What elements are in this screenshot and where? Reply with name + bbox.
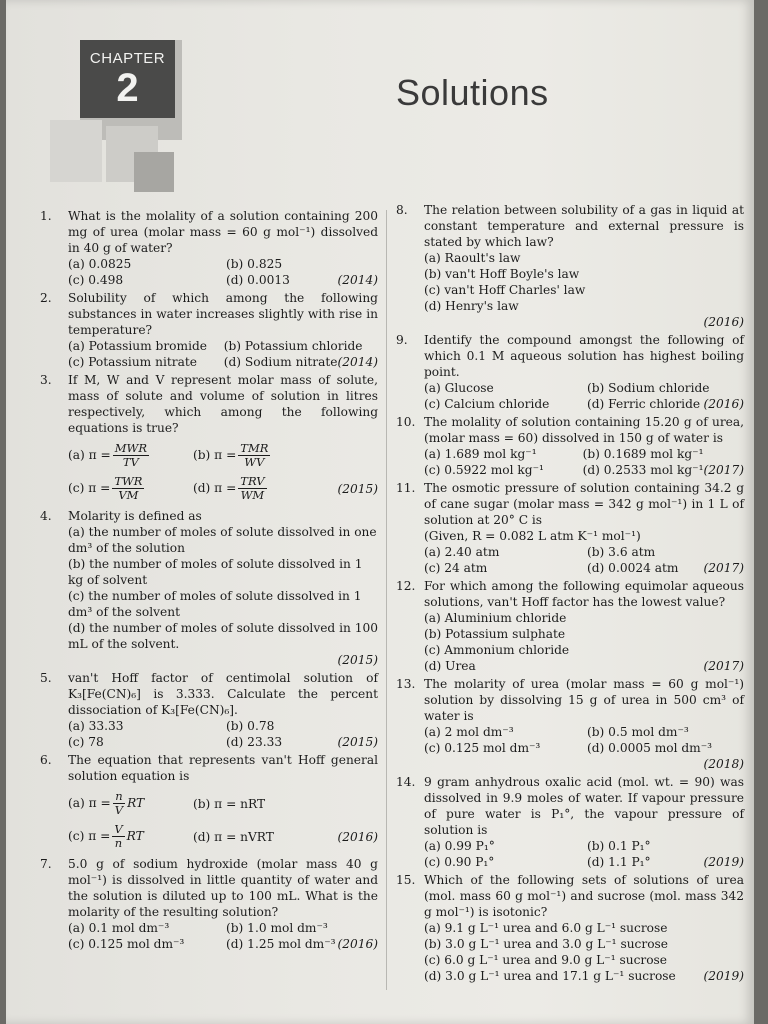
question-11	[392, 480, 744, 576]
option: (c) 0.5922 mol kg⁻¹	[424, 463, 544, 477]
question-text: Solubility of which among the following substances in water increases slightly with rise in temperature?	[68, 291, 378, 337]
option: (c) 6.0 g L⁻¹ urea and 9.0 g L⁻¹ sucrose	[424, 953, 668, 967]
question-12	[392, 578, 744, 674]
option: (c) π =	[68, 481, 111, 495]
question-text: 5.0 g of sodium hydroxide (molar mass 40 g mol⁻¹) is dissolved in little quantity of water and the solution is diluted up to 100 mL. What is the molarity of the resulting solution?	[68, 857, 378, 919]
option: (b) 3.0 g L⁻¹ urea and 3.0 g L⁻¹ sucrose	[424, 937, 668, 951]
question-1	[36, 208, 378, 288]
question-8	[392, 202, 744, 330]
question-number: 7.	[40, 857, 52, 871]
option: (d) 3.0 g L⁻¹ urea and 17.1 g L⁻¹ sucrose	[424, 969, 676, 983]
option: (c) π =	[68, 829, 111, 843]
question-4	[36, 508, 378, 668]
fraction: $\frac{\text{TMR}}{WV}$	[240, 441, 269, 469]
option: (a) Raoult's law	[424, 251, 521, 265]
option: (a) 0.99 P₁°	[424, 839, 495, 853]
question-number: 11.	[396, 481, 416, 495]
decorative-square	[134, 152, 174, 192]
question-10	[392, 414, 744, 478]
question-text: The molarity of urea (molar mass = 60 g mol⁻¹) solution by dissolving 15 g of urea in 500 cm³ of water is	[424, 677, 744, 723]
option: (a) π =	[68, 796, 111, 810]
option: (a) 2.40 atm	[424, 545, 500, 559]
option: (b) π =	[193, 448, 237, 462]
option: (a) 2 mol dm⁻³	[424, 725, 514, 739]
option: (a) 9.1 g L⁻¹ urea and 6.0 g L⁻¹ sucrose	[424, 921, 668, 935]
option: (c) 24 atm	[424, 561, 488, 575]
page-title: Solutions	[396, 72, 549, 113]
chapter-number: 2	[116, 66, 139, 110]
option: (a) Potassium bromide	[68, 339, 207, 353]
chapter-label: CHAPTER	[89, 50, 166, 67]
option: (d) 0.2533 mol kg⁻¹	[582, 463, 704, 477]
question-3	[36, 372, 378, 502]
question-text: Identify the compound amongst the following of which 0.1 M aqueous solution has highest boiling point.	[424, 333, 744, 379]
option: (a) π =	[68, 448, 111, 462]
year-tag: (2016)	[703, 315, 744, 329]
question-6: 6. The equation that represents van't Hoff general solution equation is (a) π = $\frac{n}{V}$ RT (b) π = nRT (c) π = $\frac{V}{n}$ RT (d) π = nVRT (2016)	[40, 753, 378, 850]
option: (b) 0.1689 mol kg⁻¹	[582, 447, 704, 461]
question-15	[392, 872, 744, 984]
year-tag: (2014)	[337, 355, 378, 369]
option: (d) 0.0005 mol dm⁻³	[587, 741, 713, 755]
question-text: For which among the following equimolar aqueous solutions, van't Hoff factor has the lowest value?	[424, 579, 744, 609]
fraction: $\frac{\text{TRV}}{WM}$	[240, 474, 265, 502]
option: (b) π = nRT	[193, 796, 266, 811]
option: (b) Sodium chloride	[587, 381, 710, 395]
fraction: $\frac{\text{MWR}}{TV}$	[114, 441, 148, 469]
book-page	[6, 0, 754, 1024]
option: (b) 0.5 mol dm⁻³	[587, 725, 689, 739]
option: (d) Urea	[424, 659, 476, 673]
question-number: 1.	[40, 209, 52, 223]
question-text: 9 gram anhydrous oxalic acid (mol. wt. = 90) was dissolved in 9.9 moles of water. If vapour pressure of pure water is P₁°, the vapour pressure of solution is	[424, 775, 744, 837]
year-tag: (2016)	[337, 937, 378, 951]
year-tag: (2016)	[337, 829, 378, 844]
question-text: The relation between solubility of a gas in liquid at constant temperature and external pressure is stated by which law?	[424, 203, 744, 249]
option: (d) the number of moles of solute dissolved in 100 mL of the solvent.	[68, 621, 378, 651]
year-tag: (2019)	[703, 855, 744, 869]
option: (d) π =	[193, 481, 237, 495]
option: (c) 78	[68, 735, 104, 749]
question-number: 3.	[40, 373, 52, 387]
option: (c) Calcium chloride	[424, 397, 550, 411]
question-number: 2.	[40, 291, 52, 305]
question-number: 12.	[396, 579, 416, 593]
option: (d) Henry's law	[424, 299, 519, 313]
option: (a) 0.1 mol dm⁻³	[68, 921, 170, 935]
question-number: 6.	[40, 753, 52, 767]
option: (b) 0.825	[226, 257, 283, 271]
question-13	[392, 676, 744, 772]
chapter-badge	[80, 40, 175, 118]
year-tag: (2015)	[337, 481, 378, 496]
option: (c) 0.125 mol dm⁻³	[68, 937, 185, 951]
option: (c) 0.498	[68, 273, 124, 287]
year-tag: (2015)	[337, 653, 378, 667]
year-tag: (2016)	[703, 397, 744, 411]
fraction: $\frac{V}{n}$	[114, 822, 123, 850]
option: (d) 0.0024 atm	[587, 561, 679, 575]
question-5	[36, 670, 378, 750]
option: (b) 0.78	[226, 719, 275, 733]
question-number: 8.	[396, 203, 408, 217]
option: (b) 1.0 mol dm⁻³	[226, 921, 328, 935]
option: (c) the number of moles of solute dissolved in 1 dm³ of the solvent	[68, 589, 362, 619]
question-text: Molarity is defined as	[68, 509, 202, 523]
column-divider	[386, 210, 387, 990]
year-tag: (2017)	[703, 561, 744, 575]
question-number: 9.	[396, 333, 408, 347]
option: (c) Ammonium chloride	[424, 643, 570, 657]
question-text: Which of the following sets of solutions of urea (mol. mass 60 g mol⁻¹) and sucrose (mol. mass 342 g mol⁻¹) is isotonic?	[424, 873, 744, 919]
question-number: 13.	[396, 677, 416, 691]
question-9	[392, 332, 744, 412]
option: (c) 0.125 mol dm⁻³	[424, 741, 541, 755]
option: (a) 0.0825	[68, 257, 132, 271]
fraction: $\frac{\text{TWR}}{VM}$	[114, 474, 143, 502]
question-number: 10.	[396, 415, 416, 429]
year-tag: (2017)	[703, 659, 744, 673]
option: (d) 0.0013	[226, 273, 290, 287]
option: (d) Sodium nitrate	[223, 355, 338, 369]
question-text: What is the molality of a solution containing 200 mg of urea (molar mass = 60 g mol⁻¹) dissolved in 40 g of water?	[68, 209, 378, 255]
option: (a) Glucose	[424, 381, 494, 395]
option: (b) 3.6 atm	[587, 545, 656, 559]
year-tag: (2019)	[703, 969, 744, 983]
given-note: (Given, R = 0.082 L atm K⁻¹ mol⁻¹)	[424, 529, 641, 543]
question-7	[36, 856, 378, 952]
option: (a) 1.689 mol kg⁻¹	[424, 447, 537, 461]
year-tag: (2018)	[703, 757, 744, 771]
question-number: 5.	[40, 671, 52, 685]
option: (d) 1.25 mol dm⁻³	[226, 937, 336, 951]
option: (d) Ferric chloride	[587, 397, 701, 411]
decorative-square	[50, 120, 102, 182]
year-tag: (2015)	[337, 735, 378, 749]
option: (c) 0.90 P₁°	[424, 855, 495, 869]
option: (a) the number of moles of solute dissolved in one dm³ of the solution	[68, 525, 377, 555]
question-number: 14.	[396, 775, 416, 789]
option: (b) Potassium sulphate	[424, 627, 566, 641]
question-text: The osmotic pressure of solution containing 34.2 g of cane sugar (molar mass = 342 g mol⁻¹) in 1 L of solution at 20° C is	[424, 481, 744, 527]
year-tag: (2017)	[703, 463, 744, 477]
question-text: If M, W and V represent molar mass of solute, mass of solute and volume of solution in litres respectively, which among the following equations is true?	[68, 373, 378, 435]
question-2	[36, 290, 378, 370]
option: (b) the number of moles of solute dissolved in 1 kg of solvent	[68, 557, 363, 587]
question-number: 4.	[40, 509, 52, 523]
option: (d) 23.33	[226, 735, 283, 749]
right-column	[392, 202, 744, 986]
option: (a) Aluminium chloride	[424, 611, 567, 625]
option: (d) 1.1 P₁°	[587, 855, 651, 869]
option: (d) π = nVRT	[193, 829, 274, 844]
left-column	[36, 208, 378, 954]
year-tag: (2014)	[337, 273, 378, 287]
option: (a) 33.33	[68, 719, 124, 733]
option: (c) Potassium nitrate	[68, 355, 197, 369]
option: (b) Potassium chloride	[223, 339, 363, 353]
option: (b) 0.1 P₁°	[587, 839, 651, 853]
option: (b) van't Hoff Boyle's law	[424, 267, 580, 281]
question-text: The equation that represents van't Hoff general solution equation is	[68, 753, 378, 783]
question-text: The molality of solution containing 15.20 g of urea, (molar mass = 60) dissolved in 150 g of water is	[424, 415, 744, 445]
fraction: $\frac{n}{V}$	[114, 789, 124, 817]
question-14	[392, 774, 744, 870]
option: (c) van't Hoff Charles' law	[424, 283, 586, 297]
question-number: 15.	[396, 873, 416, 887]
question-text: van't Hoff factor of centimolal solution of K₃[Fe(CN)₆] is 3.333. Calculate the percent dissociation of K₃[Fe(CN)₆].	[68, 671, 378, 717]
